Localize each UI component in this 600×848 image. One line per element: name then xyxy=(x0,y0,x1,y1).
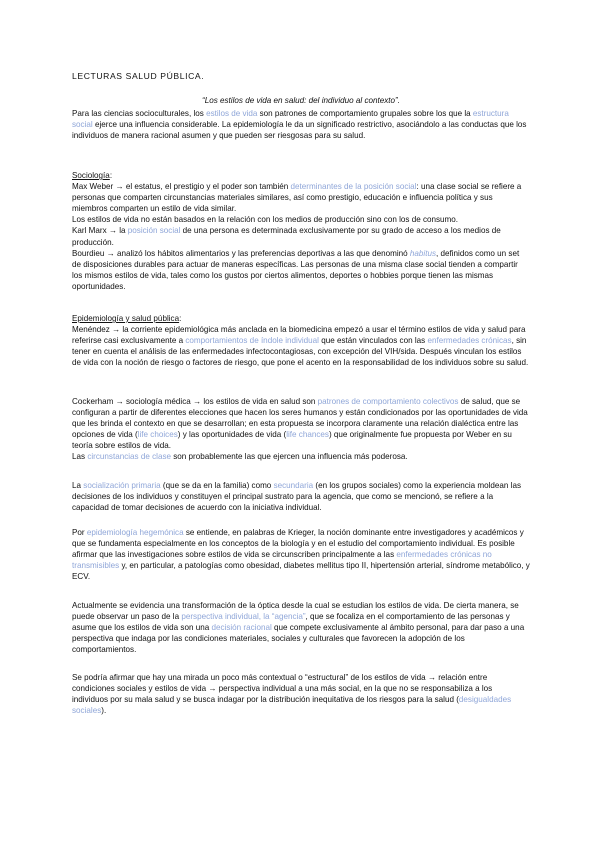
text: Karl Marx → la xyxy=(72,226,128,236)
text: : xyxy=(109,171,113,180)
text: Se podría afirmar que hay una mirada un poco más contextual o “estructural” de los estilos de vida → relación entre condiciones sociales y estilos de vida → perspectiva individual a una más social, en la que no se responsabiliza a los individuos por su mala salud y se busca indagar por la distribución inequitativa de los riesgos para la salud ( xyxy=(72,673,493,705)
highlight-link[interactable]: patrones de comportamiento colectivos xyxy=(317,397,459,406)
consumo-paragraph: Los estilos de vida no están basados en la relación con los medios de producción sino con los de consumo. xyxy=(72,215,459,225)
intro-paragraph xyxy=(72,108,530,141)
circunstancias-paragraph xyxy=(72,451,530,462)
text: (en los grupos sociales) como la experiencia moldean las decisiones de los individuos y constituyen el principal sustrato para la agencia, que como se mencionó, se refiere a la capacidad de tomar decisiones de acuerdo con la iniciativa individual. xyxy=(72,481,522,513)
highlight-link[interactable]: determinantes de la posición social xyxy=(290,182,417,192)
text: ). xyxy=(101,706,107,716)
text: La xyxy=(72,481,84,490)
text: que están vinculados con las xyxy=(319,336,428,346)
text: Las xyxy=(72,452,88,462)
text: Por xyxy=(72,528,87,537)
highlight-link[interactable]: enfermedades crónicas no transmisibles xyxy=(72,550,492,571)
epidemiology-section xyxy=(72,313,530,368)
section-heading-epidemiology: Epidemiología y salud pública xyxy=(72,314,180,323)
text: Cockerham → sociología médica → los estilos de vida en salud son xyxy=(72,397,318,406)
highlight-link[interactable]: epidemiología hegemónica xyxy=(86,528,184,537)
actualmente-paragraph xyxy=(72,600,530,655)
text: ejerce una influencia considerable. La epidemiología le da un significado restrictivo, asociándolo a las conductas que los individuos de manera racional asumen y que pueden ser riesgosas para su salud. xyxy=(72,120,527,141)
highlight-link[interactable]: perspectiva individual, la “agencia” xyxy=(181,612,306,622)
text: de una persona es determinada exclusivamente por su grado de acceso a los medios de producción. xyxy=(72,226,501,247)
text: Actualmente se evidencia una transformación de la óptica desde la cual se estudian los estilos de vida. De cierta manera, se puede observar un paso de la xyxy=(72,601,519,622)
marx-paragraph xyxy=(72,225,530,247)
highlight-link[interactable]: life chances xyxy=(286,430,329,440)
highlight-link[interactable]: circunstancias de clase xyxy=(87,452,171,462)
document-title: LECTURAS SALUD PÚBLICA. xyxy=(72,71,205,81)
highlight-link[interactable]: secundaria xyxy=(273,481,314,490)
highlight-link[interactable]: socialización primaria xyxy=(83,481,161,490)
menendez-paragraph xyxy=(72,324,530,368)
text: y, en particular, a patologías como obesidad, diabetes mellitus tipo II, hipertensión arterial, síndrome metabólico, y ECV. xyxy=(72,561,530,582)
text: Menéndez → la corriente epidemiológica más anclada en la biomedicina empezó a usar el término estilos de vida y salud para referirse casi exclusivamente a xyxy=(72,325,526,346)
text: son patrones de comportamiento grupales sobre los que la xyxy=(257,109,473,118)
highlight-link[interactable]: decisión racional xyxy=(211,623,272,633)
text: son probablemente las que ejercen una influencia más poderosa. xyxy=(171,452,408,462)
socializacion-paragraph xyxy=(72,480,530,513)
text: ) que originalmente fue propuesta por Weber en su teoría sobre estilos de vida. xyxy=(72,430,512,451)
text: (que se da en la familia) como xyxy=(160,481,274,490)
text: , que se focaliza en el comportamiento de las personas y asume que los estilos de vida son una xyxy=(72,612,510,633)
text: Bourdieu → analizó los hábitos alimentarios y las preferencias deportivas a las que denominó xyxy=(72,248,410,258)
bourdieu-paragraph xyxy=(72,248,530,292)
hegemonica-paragraph xyxy=(72,527,530,582)
highlight-link[interactable]: estilos de vida xyxy=(206,109,258,118)
text: , definidos como un set de disposiciones durables para actuar de maneras específicas. Las personas de una misma clase social tienden a compartir los mismos estilos de vida, tales como los gustos por ciertos alimentos, deportes o hobbies porque tienen las mismas oportunidades. xyxy=(72,248,520,291)
conclusion-paragraph xyxy=(72,672,530,716)
sociology-section xyxy=(72,170,530,292)
text: ) y las oportunidades de vida ( xyxy=(177,430,287,440)
highlight-link[interactable]: comportamientos de índole individual xyxy=(185,336,319,346)
weber-paragraph xyxy=(72,181,530,214)
text: Max Weber → el estatus, el prestigio y el poder son también xyxy=(72,182,291,192)
highlight-link[interactable]: habitus xyxy=(409,248,436,258)
text: , sin tener en cuenta el análisis de las enfermedades infectocontagiosas, con excepción del VIH/sida. Después vinculan los estilos de vida con la noción de riesgo o factores de riesgo, que pone el acento en la responsabilidad de los individuos sobre su salud. xyxy=(72,336,529,368)
highlight-link[interactable]: posición social xyxy=(127,226,181,236)
text: que compete exclusivamente al ámbito personal, para dar paso a una perspectiva que indaga por las condiciones materiales, sociales y culturales que favorecen la adopción de los comportamientos. xyxy=(72,623,525,655)
highlight-link[interactable]: enfermedades crónicas xyxy=(427,336,512,346)
text: : una clase social se refiere a personas que comparten circunstancias materiales similares, así como prestigio, educación e influencia política y sus miembros comparten un estilo de vida similar. xyxy=(72,182,522,214)
highlight-link[interactable]: life choices xyxy=(137,430,178,440)
cockerham-paragraph xyxy=(72,396,530,451)
document-subtitle: “Los estilos de vida en salud: del individuo al contexto”. xyxy=(202,96,400,105)
section-heading-sociology: Sociología xyxy=(72,171,110,180)
text: Para las ciencias socioculturales, los xyxy=(72,109,207,118)
highlight-link[interactable]: estructura social xyxy=(72,109,509,130)
text: se entiende, en palabras de Krieger, la noción dominante entre investigadores y académicos y que se fundamenta especialmente en los conceptos de la biología y en el estudio del comportamiento individual. Es posible afirmar que las investigaciones sobre estilos de vida se circunscriben principalmente a las xyxy=(72,528,524,560)
text: : xyxy=(179,314,182,323)
cockerham-section xyxy=(72,396,530,463)
highlight-link[interactable]: desigualdades sociales xyxy=(72,695,512,716)
text: de salud, que se configuran a partir de diferentes elecciones que hacen los seres humanos y están condicionados por las oportunidades de vida que les brinda el contexto en que se desarrollan; en esta propuesta se incorpora claramente una relación dialéctica entre las opciones de vida ( xyxy=(72,397,528,440)
